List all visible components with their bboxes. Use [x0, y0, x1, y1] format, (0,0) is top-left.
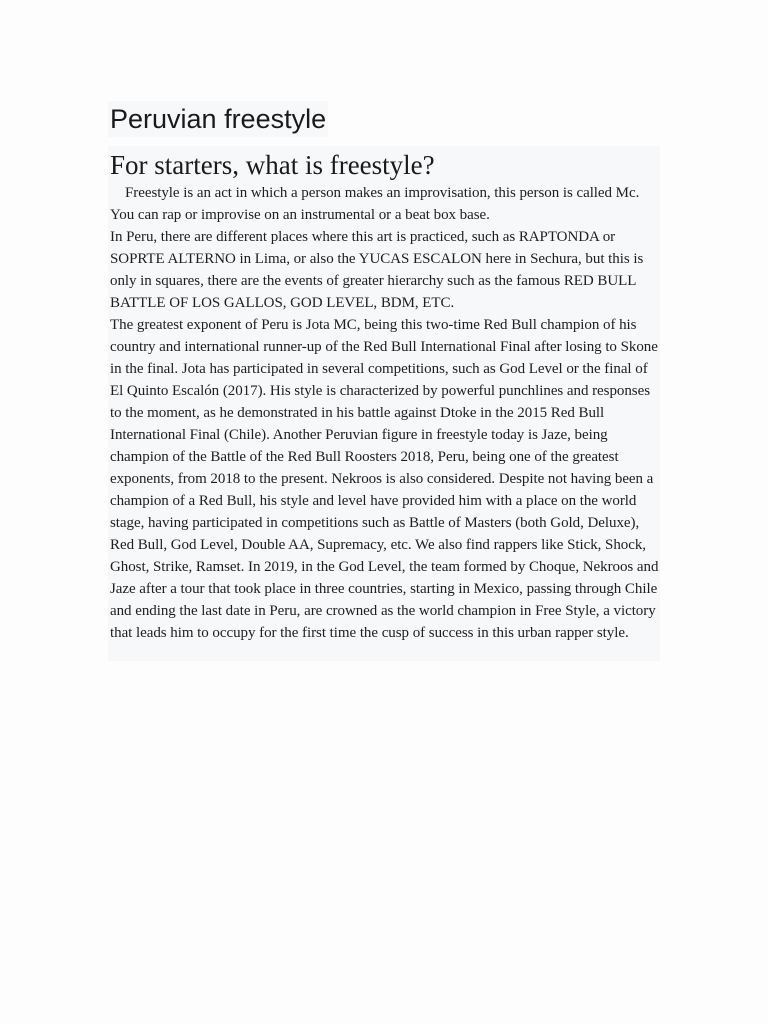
- section-heading: For starters, what is freestyle?: [110, 150, 435, 180]
- document-body: [108, 146, 660, 661]
- document-title: Peruvian freestyle: [108, 101, 328, 137]
- paragraph-peru-venues: In Peru, there are different places where this art is practiced, such as RAPTONDA or SOPRTE ALTERNO in Lima, or also the YUCAS ESCALON here in Sechura, but this is only in squares, there are the events of greater hierarchy such as the famous RED BULL BATTLE OF LOS GALLOS, GOD LEVEL, BDM, ETC.: [110, 229, 644, 311]
- paragraph-freestyle-definition: Freestyle is an act in which a person makes an improvisation, this person is called Mc. You can rap or improvise on an instrumental or a beat box base.: [110, 185, 640, 223]
- paragraph-peru-exponents: The greatest exponent of Peru is Jota MC, being this two-time Red Bull champion of his country and international runner-up of the Red Bull International Final after losing to Skone in the final. Jota has participated in several competitions, such as God Level or the final of El Quinto Escalón (2017). His style is characterized by powerful punchlines and responses to the moment, as he demonstrated in his battle against Dtoke in the 2015 Red Bull International Final (Chile). Another Peruvian figure in freestyle today is Jaze, being champion of the Battle of the Red Bull Roosters 2018, Peru, being one of the greatest exponents, from 2018 to the present. Nekroos is also considered. Despite not having been a champion of a Red Bull, his style and level have provided him with a place on the world stage, having participated in competitions such as Battle of Masters (both Gold, Deluxe), Red Bull, God Level, Double AA, Supremacy, etc. We also find rappers like Stick, Shock, Ghost, Strike, Ramset. In 2019, in the God Level, the team formed by Choque, Nekroos and Jaze after a tour that took place in three countries, starting in Mexico, passing through Chile and ending the last date in Peru, are crowned as the world champion in Free Style, a victory that leads him to occupy for the first time the cusp of success in this urban rapper style.: [110, 317, 659, 641]
